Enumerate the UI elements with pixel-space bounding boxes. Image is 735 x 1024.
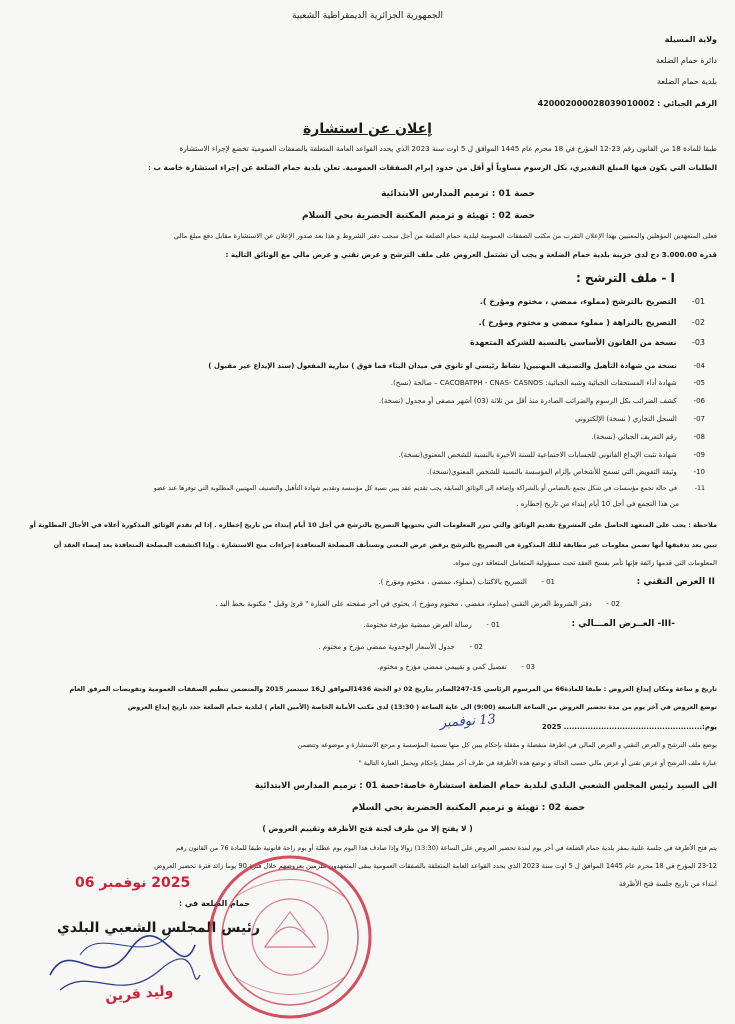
candidacy-item-3	[15, 337, 705, 349]
lot-02	[302, 210, 535, 222]
financial-item-3	[377, 661, 535, 673]
lot-01	[381, 188, 535, 200]
deposit-line-2: توضع العروض في آخر يوم من مدة تحضير العروض من الساعة التاسعة (9:00) الى غاية الساعة ( 13:30) لدى مكتب الأمانة الخاصة (الأمين العام ) لبلدية حمام الضلعة حدد تاريخ إيداع العروض	[127, 703, 717, 711]
remark-line-2: تبين بعد تدقيقها أنها تضمن معلومات غير مطابقة لتلك المذكورة في التصريح بالترشح يرفض عرض المعني وتستأنف المصلحة المتعاقدة إجراءات منح الاستشارة . وإذا اكتشفت المصلحة المتعاقدة بعد إمضاء العقد أن	[53, 541, 717, 549]
technical-item-1	[15, 576, 555, 588]
candidacy-item-6	[15, 395, 705, 407]
candidacy-item-num: 10-	[693, 468, 705, 476]
section-3-title: -III- العــرض المـــالي :	[571, 619, 675, 629]
notice-line-1: فعلى المتعهدين المؤهلين والمعنيين بهذا الإعلان التقرب من مكتب الصفقات العمومية لبلدية حمام الضلعة من أجل سحب دفتر الشروط و هذا بعد صدور الإعلان عن الاستشارة مقابل دفع مبلغ مالي	[173, 232, 717, 240]
candidacy-item-num: 11-	[694, 485, 705, 492]
technical-item-2	[20, 598, 620, 610]
candidacy-item-num: 06-	[693, 397, 705, 405]
candidacy-item-num: 01-	[691, 297, 705, 306]
tax-line	[377, 98, 717, 110]
financial-item-text: جدول الأسعار الوحدوية ممضي مؤرخ و مختوم .	[318, 643, 455, 651]
deposit-date-line: يوم:.................................................... 2025	[541, 723, 717, 731]
envelope-line-3: ( لا يفتح إلا من طرف لجنة فتح الأظرفة وتقييم العروض )	[262, 824, 473, 833]
candidacy-item-text: شهادة أداء المستحقات الجبائية وشبه الجبائية: CACOBATPH - CNAS- CASNOS – صالحة (نسخ).	[390, 379, 677, 387]
intro-line-1: طبقا للمادة 18 من القانون رقم 23-12 المؤرخ في 18 محرم عام 1445 الموافق ل 5 اوت سنة 2023 الذي يحدد القواعد العامة المتعلقة بالصفقات العمومية تخضع لإجراء الاستشارة	[179, 144, 717, 153]
candidacy-item-num: 08-	[693, 433, 705, 441]
official-seal-stamp	[205, 852, 375, 1022]
commune: بلدية حمام الضلعة	[656, 77, 717, 86]
republic-title: الجمهورية الجزائرية الديمقراطية الشعبية	[292, 11, 443, 21]
daira: دائرة حمام الضلعة	[655, 56, 717, 65]
candidacy-item-4	[15, 360, 705, 372]
candidacy-item-2	[15, 317, 705, 329]
remark-line-1: ملاحظة : يجب على المتعهد الحاصل على المشروع تقديم الوثائق والتي تبرر المعلومات التي يحتويها التصريح بالترشح في أجل 10 أيام إبتداء من تاريخ إخطاره . إذا لم تقدم الوثائق المذكورة أعلاه في الأجال المطلوبة أو	[29, 521, 717, 529]
financial-item-text: رسالة العرض ممضية مؤرخة مختومة.	[363, 621, 472, 629]
candidacy-item-num: 03-	[691, 338, 705, 347]
candidacy-item-text: نسخة من القانون الأساسي بالنسبة للشركة المتعهدة	[470, 338, 677, 347]
candidacy-item-text: السجل التجاري ( نسخة) الإلكتروني	[575, 415, 677, 423]
candidacy-item-text: وثيقة التفويض التي تسمح للأشخاص بإلزام المؤسسة بالنسبة للشخص المعنوي(نسخة).	[427, 468, 677, 476]
technical-item-num: 01 -	[541, 578, 555, 586]
candidacy-item-1	[15, 296, 705, 308]
opening-line-1: يتم فتح الأظرفة في جلسة علنية بمقر بلدية حمام الضلعة في آخر يوم لمدة تحضير العروض على الساعة (13:30) زوالا وإذا صادف هذا اليوم يوم عطلة أو يوم راحة قانونية طبقا للمادة 76 من القانون رقم	[176, 844, 717, 852]
candidacy-item-text: نسخة من شهادة التأهيل والتصنيف المهنيين( نشاط رئيسي او ثانوي في ميدان البناء فما فوق ) سارية المفعول (سند الإيداع غير مقبول )	[208, 362, 677, 370]
notice-line-2: قدره 3.000.00 دج لدى خزينة بلدية حمام الضلعة و يجب أن تشتمل العروض على ملف الترشح و عرض تقني و عرض مالي مع الوثائق التالية :	[225, 250, 717, 259]
candidacy-item-text: رقم التعريف الجبائي (نسخة).	[591, 433, 677, 441]
lot-01-name: ترميم المدارس الابتدائية	[381, 189, 489, 199]
candidacy-item-num: 07-	[693, 415, 705, 423]
candidacy-item-num: 02-	[691, 318, 705, 327]
signature-name: وليد قرين	[104, 983, 174, 1005]
candidacy-item-text: شهادة تثبت الإيداع القانوني للحسابات الاجتماعية للسنة الأخيرة بالنسبة للشخص المعنوي(نسخة).	[398, 451, 677, 459]
place-date-label: حمام الضلعة في :	[178, 899, 250, 908]
lot-01-label: حصة 01 :	[491, 189, 535, 199]
candidacy-item-num: 04-	[693, 362, 705, 370]
financial-item-num: 03 -	[521, 663, 535, 671]
tax-label: الرقم الجبائي :	[657, 99, 717, 108]
candidacy-item-10	[15, 466, 705, 478]
technical-item-text: التصريح بالاكتتاب (مملوء، ممضي ، مختوم ومؤرخ ).	[378, 578, 527, 586]
opening-line-3: ابتداء من تاريخ جلسة فتح الأظرفة	[618, 880, 717, 888]
candidacy-item-text: التصريح بالترشح (مملوء، ممضي ، مختوم ومؤرخ ).	[479, 297, 677, 306]
candidacy-item-text: في حالة تجمع مؤسسات في شكل تجمع بالتضامن أو بالشراكة وإضافة الى الوثائق السابقة يجب تقديم عقد يبين نسبة كل مؤسسة وتقديم شهادة التأهيل والتصنيف المهنيين المطلوبة التي توفرها عند عضو	[153, 485, 677, 492]
envelope-line-1: الى السيد رئيس المجلس الشعبي البلدي لبلدية حمام الضلعة استشارة خاصة:حصة 01 : ترميم المدارس الابتدائية	[254, 781, 717, 791]
candidacy-item-text: كشف الضرائب بكل الرسوم والضرائب الصادرة منذ أقل من ثلاثة (03) أشهر مصفى أو مجدول (نسخة).	[378, 397, 677, 405]
financial-item-1	[364, 619, 500, 631]
deposit-line-5: عبارة ملف الترشح أو عرض تقني أو عرض مالي حسب الحالة و توضع هذه الأظرفة في ظرف آخر مقفل بإحكام ويحمل العبارة التالية "	[358, 759, 717, 767]
candidacy-item-5	[15, 377, 705, 389]
candidacy-item-text: التصريح بالنزاهة ( مملوء ممضي و مختوم ومؤرخ ).	[478, 318, 677, 327]
candidacy-item-11	[15, 483, 705, 495]
intro-line-2: الطلبات التي يكون فيها المبلغ التقديري، بكل الرسوم مساوياً أو أقل من حدود إبرام الصفقات العمومية. تعلن بلدية حمام الضلعة عن إجراء استشارة خاصة ب :	[147, 163, 717, 172]
signature-title: رئيس المجلس الشعبي البلدي	[57, 920, 260, 936]
section-1-title: I - ملف الترشح :	[575, 271, 675, 285]
candidacy-item-11-cont: من هذا التجمع في أجل 10 أيام إبتداء من تاريخ إخطاره .	[516, 500, 679, 508]
stamped-date: 2025 نوفمبر 06	[75, 875, 191, 891]
deposit-line-1: تاريخ و ساعة ومكان إيداع العروض : طبقا للمادة66 من المرسوم الرئاسي 15-247الصادر بتاريخ 02 ذو الحجة 1436الموافق ل16 سبتمبر 2015 والمتضمن تنظيم الصفقات العمومية وتفويضات المرفق العام	[69, 685, 717, 693]
financial-item-num: 02 -	[469, 643, 483, 651]
remark-line-3: المعلومات التي قدمها زائفة فإنها تأمر بفسخ العقد تحت مسؤولية المتعامل المتعاقد دون سواه.	[453, 559, 717, 567]
envelope-line-2: حصة 02 : تهيئة و ترميم المكتبة الحضرية بحي السلام	[352, 803, 585, 813]
lot-02-name: تهيئة و ترميم المكتبة الحضرية بحي السلام	[302, 211, 489, 221]
tax-number: 420002000028039010002	[537, 99, 655, 108]
financial-item-2	[318, 641, 483, 653]
candidacy-item-7	[15, 413, 705, 425]
candidacy-item-9	[15, 449, 705, 461]
lot-02-label: حصة 02 :	[491, 211, 535, 221]
technical-item-num: 02 -	[606, 600, 620, 608]
financial-item-num: 01 -	[486, 621, 500, 629]
financial-item-text: تفصيل كمي و تقييمي ممضي مؤرخ و مختوم.	[377, 663, 507, 671]
page-title: إعلان عن استشارة	[303, 121, 432, 137]
deposit-line-4: يوضع ملف الترشح و العرض التقني و العرض المالي في اظرفة منفصلة و مقفلة بإحكام يبين كل منها تسمية المؤسسة و مرجع الاستشارة و موضوعه وتتضمن	[297, 741, 717, 749]
opening-line-2: 23-12 المؤرخ في 18 محرم عام 1445 الموافق ل 5 اوت سنة 2023 الذي يحدد القواعد العامة المتعلقة بالصفقات العمومية يبقى المتعهدون ملزمين بعروضهم خلال فترة 90 يوما زائد فترة تحضير العروض	[154, 862, 717, 870]
wilaya: ولاية المسيلة	[664, 35, 717, 44]
technical-item-text: دفتر الشروط العرض التقني (مملوء، ممضي ، مختوم ومؤرخ )، يحتوي في آخر صفحته على العبارة " قرئ وقبل " مكتوبة بخط اليد .	[215, 600, 592, 608]
section-2-title: II العرض التقني :	[636, 577, 715, 587]
handwritten-date: 13 نوفمبر	[439, 712, 497, 731]
candidacy-item-8	[15, 431, 705, 443]
candidacy-item-num: 09-	[693, 451, 705, 459]
candidacy-item-num: 05-	[693, 379, 705, 387]
